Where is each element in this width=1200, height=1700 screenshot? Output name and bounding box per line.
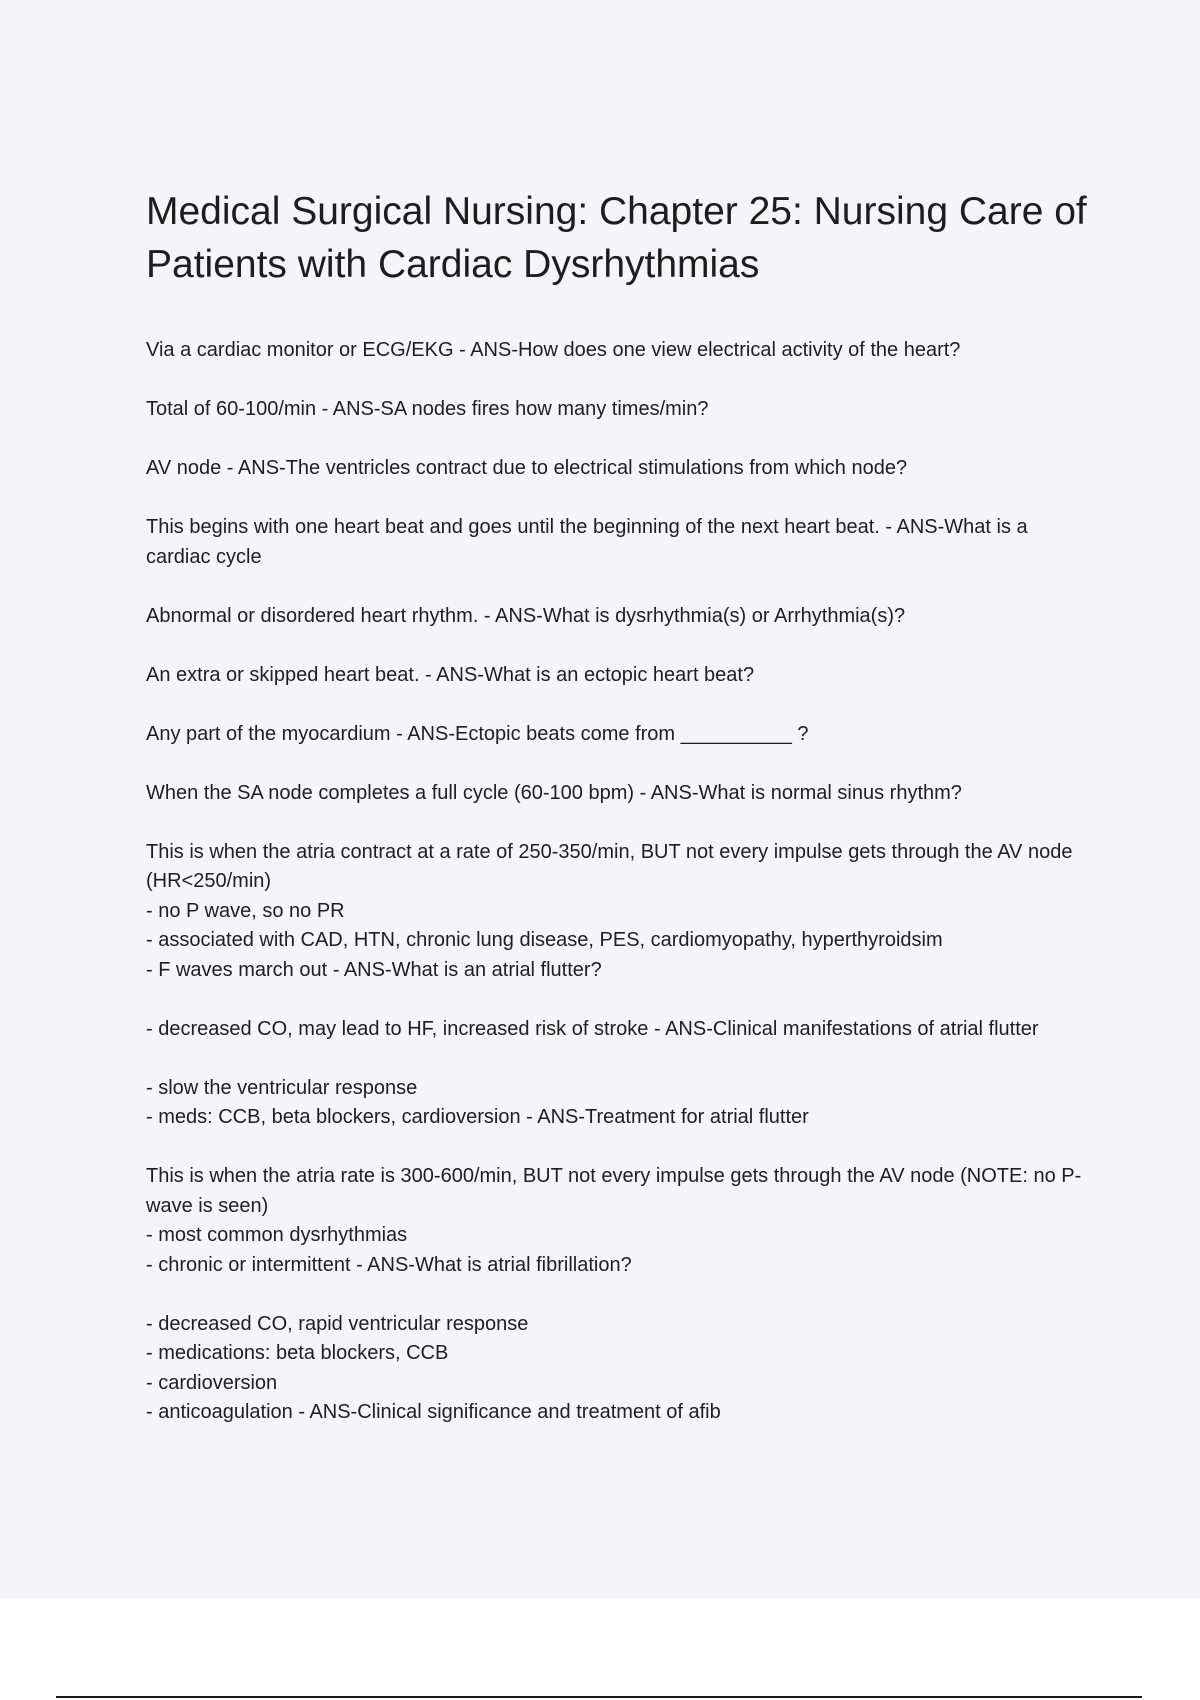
entry-line: - medications: beta blockers, CCB — [146, 1342, 449, 1364]
footer-divider — [56, 1696, 1142, 1698]
entry-line: Any part of the myocardium - ANS-Ectopic beats come from __________ ? — [146, 722, 809, 745]
flashcard-entry — [146, 720, 1096, 750]
entry-line: Via a cardiac monitor or ECG/EKG - ANS-How does one view electrical activity of the heart? — [146, 339, 961, 361]
entry-line: Total of 60-100/min - ANS-SA nodes fires how many times/min? — [146, 398, 709, 420]
entry-line: - associated with CAD, HTN, chronic lung disease, PES, cardiomyopathy, hyperthyroidsim — [146, 929, 943, 951]
entry-line: - most common dysrhythmias — [146, 1224, 408, 1246]
flashcard-entry — [146, 661, 1096, 691]
document-content — [146, 185, 1096, 1457]
entry-line: - decreased CO, rapid ventricular response — [146, 1312, 529, 1335]
page-title: Medical Surgical Nursing: Chapter 25: Nursing Care of Patients with Cardiac Dysrhythmias — [146, 190, 1087, 286]
flashcard-entry — [146, 1074, 1096, 1133]
entry-line: This is when the atria contract at a rate of 250-350/min, BUT not every impulse gets through the AV node (HR<250/min) — [146, 840, 1073, 892]
flashcard-entry — [146, 395, 1096, 425]
flashcard-entry — [146, 602, 1096, 632]
entry-line: - decreased CO, may lead to HF, increased risk of stroke - ANS-Clinical manifestations of atrial flutter — [146, 1017, 1039, 1040]
entry-line: - slow the ventricular response — [146, 1076, 418, 1099]
entry-line: - chronic or intermittent - ANS-What is atrial fibrillation? — [146, 1253, 632, 1276]
entry-line: AV node - ANS-The ventricles contract due to electrical stimulations from which node? — [146, 457, 908, 479]
flashcard-entry — [146, 838, 1096, 986]
entry-line: - cardioversion — [146, 1371, 278, 1394]
entry-line: - meds: CCB, beta blockers, cardioversion - ANS-Treatment for atrial flutter — [146, 1106, 809, 1128]
entry-line: This is when the atria rate is 300-600/min, BUT not every impulse gets through the AV node (NOTE: no P-wave is seen) — [146, 1165, 1082, 1217]
entry-line: When the SA node completes a full cycle (60-100 bpm) - ANS-What is normal sinus rhythm? — [146, 781, 962, 804]
entry-line: An extra or skipped heart beat. - ANS-What is an ectopic heart beat? — [146, 663, 755, 686]
flashcard-entry — [146, 454, 1096, 484]
flashcard-entry — [146, 513, 1096, 572]
entry-line: Abnormal or disordered heart rhythm. - ANS-What is dysrhythmia(s) or Arrhythmia(s)? — [146, 604, 906, 627]
flashcard-entry — [146, 1162, 1096, 1280]
flashcard-entry — [146, 1015, 1096, 1045]
flashcard-list — [146, 336, 1096, 1428]
entry-line: - no P wave, so no PR — [146, 899, 345, 922]
flashcard-entry — [146, 779, 1096, 809]
flashcard-entry — [146, 1310, 1096, 1428]
entry-line: - F waves march out - ANS-What is an atrial flutter? — [146, 958, 602, 981]
entry-line: This begins with one heart beat and goes until the beginning of the next heart beat. - ANS-What is a cardiac cycle — [146, 516, 1028, 568]
flashcard-entry — [146, 336, 1096, 366]
entry-line: - anticoagulation - ANS-Clinical significance and treatment of afib — [146, 1401, 721, 1423]
